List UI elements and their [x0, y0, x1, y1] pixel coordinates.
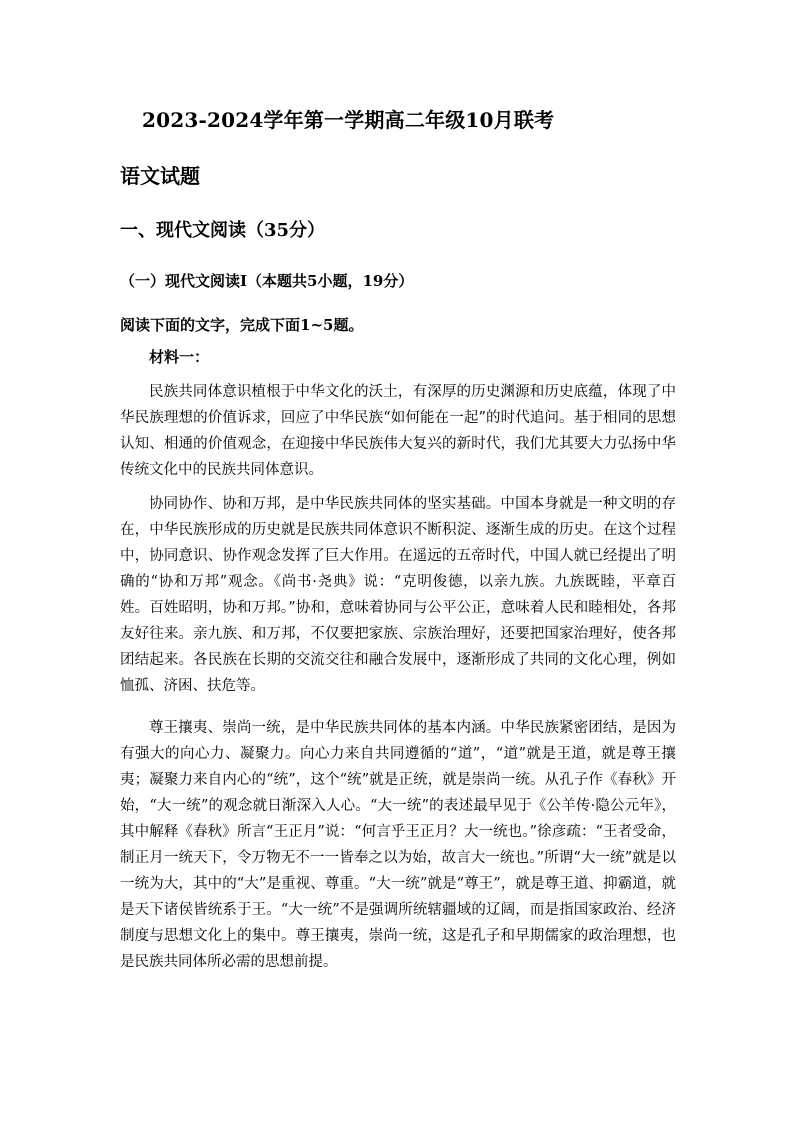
body-paragraph: 尊王攘夷、崇尚一统，是中华民族共同体的基本内涵。中华民族紧密团结，是因为有强大的向心力、凝聚力。向心力来自共同遵循的“道”，“道”就是王道，就是尊王攘夷；凝聚力来自内心的“统”，这个“统”就是正统，就是崇尚一统。从孔子作《春秋》开始，“大一统”的观念就日渐深入人心。“大一统”的表述最早见于《公羊传·隐公元年》，其中解释《春秋》所言“王正月”说：“何言乎王正月？大一统也。”徐彦疏：“王者受命，制正月一统天下，令万物无不一一皆奉之以为始，故言大一统也。”所谓“大一统”就是以一统为大，其中的“大”是重视、尊重。“大一统”就是“尊王”，就是尊王道、抑霸道，就是天下诸侯皆统系于王。“大一统”不是强调所统辖疆域的辽阔，而是指国家政治、经济制度与思想文化上的集中。尊王攘夷，崇尚一统，这是孔子和早期儒家的政治理想，也是民族共同体所必需的思想前提。 [120, 720, 676, 970]
exam-title: 2023-2024学年第一学期高二年级10月联考 [142, 108, 555, 132]
body-paragraph: 民族共同体意识植根于中华文化的沃土，有深厚的历史渊源和历史底蕴，体现了中华民族理想的价值诉求，回应了中华民族“如何能在一起”的时代追问。基于相同的思想认知、相通的价值观念，在迎接中华民族伟大复兴的新时代，我们尤其要大力弘扬中华传统文化中的民族共同体意识。 [120, 384, 676, 478]
subject-title: 语文试题 [120, 164, 200, 188]
subsection-heading: （一）现代文阅读Ⅰ（本题共5小题，19分） [120, 272, 414, 290]
reading-instruction: 阅读下面的文字，完成下面1~5题。 [120, 316, 364, 334]
material-label: 材料一： [149, 348, 210, 366]
body-paragraph: 协同协作、协和万邦，是中华民族共同体的坚实基础。中国本身就是一种文明的存在，中华民族形成的历史就是民族共同体意识不断积淀、逐渐生成的历史。在这个过程中，协同意识、协作观念发挥了巨大作用。在遥远的五帝时代，中国人就已经提出了明确的“协和万邦”观念。《尚书·尧典》说：“克明俊德，以亲九族。九族既睦，平章百姓。百姓昭明，协和万邦。”协和，意味着协同与公平公正，意味着人民和睦相处，各邦友好往来。亲九族、和万邦，不仅要把家族、宗族治理好，还要把国家治理好，使各邦团结起来。各民族在长期的交流交往和融合发展中，逐渐形成了共同的文化心理，例如恤孤、济困、扶危等。 [120, 496, 676, 694]
section-heading: 一、现代文阅读（35分） [120, 220, 326, 241]
